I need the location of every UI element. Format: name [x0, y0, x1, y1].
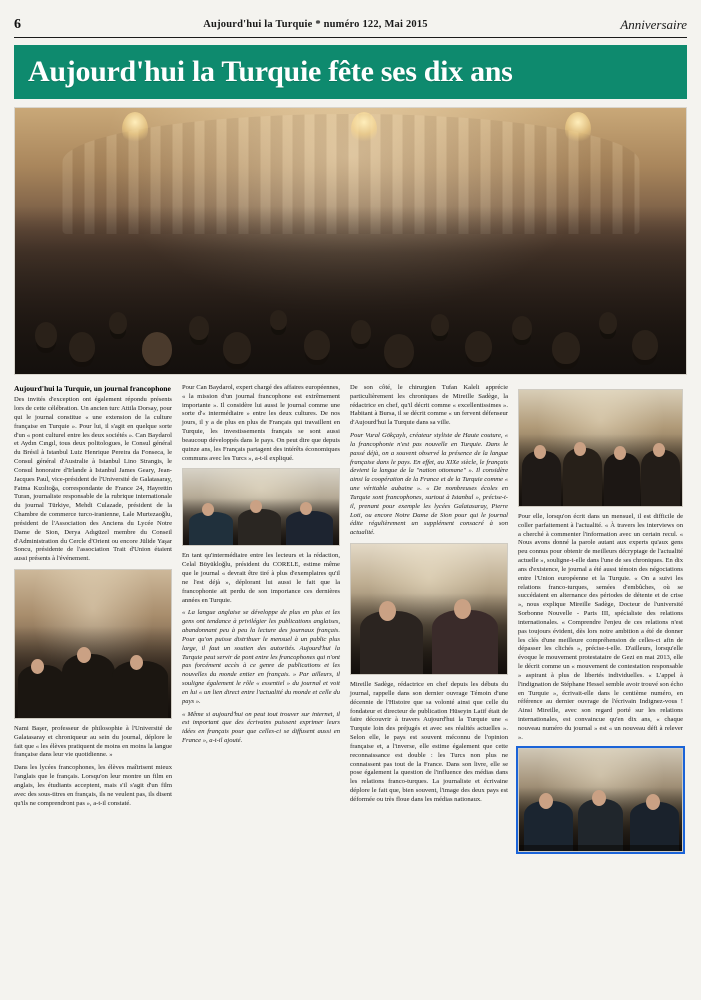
paragraph: En tant qu'intermédiaire entre les lecteurs et la rédaction, Celal Büyükloğlu, président du CORELE, estime même que le journal « devrait être tiré à plus d'exemplaires qu'il ne l'est déjà », déplorant lui aussi le fait que la francophonie ait perdu de son importance ces dernières années en Turquie.: [182, 552, 340, 604]
column-3: [350, 384, 508, 944]
photo-remise-trophee: [518, 389, 683, 507]
paragraph: Pour Vural Gökçaylı, créateur styliste de Haute couture, « la francophonie n'est pas nouvelle en Turquie. Dans le passé déjà, on a souvent observé la présence de la langue française dans le pays. En effet, au XIXe siècle, le français devient la langue de la "nation ottomane" ». Il considère ainsi la coopération de la France et de la Turquie comme « une véritable aubaine ». « De nombreuses écoles en Turquie sont francophones, surtout à Istanbul », précise-t-il, prenant pour exemple les lycées Galatasaray, Pierre Loti, ou encore Notre Dame de Sion pour qui le journal édite régulièrement un supplément consacré à son actualité.: [350, 432, 508, 537]
photo-subjects: [519, 787, 682, 850]
photo-invites-reception: [14, 569, 172, 719]
photo-subjects: [183, 498, 339, 545]
headline-banner: [14, 45, 687, 99]
photo-subjects: [15, 626, 171, 718]
chandelier-icon: [351, 112, 377, 146]
masthead: [14, 16, 687, 38]
paragraph: « Même si aujourd'hui on peut tout trouver sur internet, il est important que des écrivains puissent exprimer leurs idées en français pour que celles-ci se diffusent aussi en France », a-t-il ajouté.: [182, 710, 340, 745]
paragraph: Des invités d'exception ont également répondu présents lors de cette célébration. Un ancien turc Attila Dorsay, pour qui le journal constitue « une extension de la culture française en Turquie ». Pour lui, il s'agit en quelque sorte d'un « pont culturel entre les deux sociétés ». Can Baydarol et Aydın Cıngıl, tous deux politologues, le Consul général du Brésil à Istanbul Luiz Henrique Pereira da Fonseca, le Consul général d'Australie à Istanbul Lino Strangis, le Consul honoraire d'Irlande à Istanbul James Geary, Jean-Jacques Paul, vice-président de l'Université de Galatasaray, Fatma Kızıltoğa, correspondante de France 24, Hayrettin Turan, journaliste responsable de la rubrique internationale du journal Türkiye, Mehdi Culazade, président de la Chambre de commerce turco-iranienne, Lale Murtezaoğlu, président de l'Association des Anciens du Lycée Notre Dame de Sion, Derya Adıgüzel membre du Conseil d'Administration du Cercle d'Orient ou encore Jülide Yaşar Soncu, présidente de l'association Trait d'Union étaient aussi présents à l'événement.: [14, 396, 172, 563]
column-1: [14, 384, 172, 944]
section-title: Anniversaire: [620, 16, 687, 32]
photo-couple-invites: [350, 543, 508, 675]
page-number: 6: [14, 16, 21, 32]
photo-caption: Nami Başer, professeur de philosophie à l'Université de Galatasaray et chroniqueur au sein du journal, déplore le fait que « les élèves pratiquent de moins en moins la langue française dans leur vie quotidienne. »: [14, 724, 172, 759]
column-4: [518, 384, 683, 944]
article-subhead: Aujourd'hui la Turquie, un journal francophone: [14, 384, 171, 393]
paragraph: Pour elle, lorsqu'on écrit dans un mensuel, il est difficile de coller parfaitement à l'actualité. « À travers les interviews on a cherché à commenter l'information avec un certain recul. « Nous avons donné la parole autant aux experts qu'aux gens peu connus pour obtenir de meilleurs décryptage de l'actualité actuelle », souligne-t-elle dans l'une de ses chroniques. En dix ans d'existence, le journal a été aussi témoin des négociations entre l'Union européenne et la Turquie. « On a suivi les relations franco-turques, semées d'embûches, où se succédaient en alternance des périodes de détente et de crise », nous explique Mireille Sadège, Docteur de l'université Sorbonne Nouvelle - Paris III, spécialiste des relations internationales. « Comprendre l'enjeu de ces relations n'est pas toujours évident, dès lors notre ambition a été de donner les clés d'une meilleure compréhension de celles-ci afin de dépasser les clichés », précise-t-elle. D'ailleurs, lorsqu'elle évoque le mouvement protestataire de Gezi en mai 2013, elle le décrit comme un « mouvement de contestation responsable » aspirant à plus de libertés individuelles. « L'appel à l'indignation de Stéphane Hessel semble avoir trouvé son écho en Turquie », écrivait-elle dans le centième numéro, en référence au dernier ouvrage de l'écrivain Indignez-vous ! Ainsi Mireille, avec son regard porté sur les relations internationales, est convaincue qu'en dix ans, « chaque nouveau numéro du journal » est « un nouveau défi à relever ».: [518, 513, 683, 741]
page-title: Aujourd'hui la Turquie fête ses dix ans: [28, 55, 513, 88]
photo-trois-invites: [182, 468, 340, 546]
publication-info: Aujourd'hui la Turquie * numéro 122, Mai 2015: [203, 19, 428, 30]
paragraph: Dans les lycées francophones, les élèves maîtrisent mieux l'anglais que le français. Lorsqu'on leur montre un film en anglais, les étudiants acceptent, mais s'il s'agit d'un film avec des sous-titres en français, ils ne veulent pas, ils disent qu'ils ne comprendront pas », a-t-il constaté.: [14, 764, 172, 807]
crowd-silhouettes: [15, 206, 686, 374]
photo-subjects: [519, 434, 682, 506]
paragraph: Pour Can Baydarol, expert chargé des affaires européennes, « la mission d'un journal francophone est extrêmement importante ». Il considère lui aussi le journal comme une sorte d'« intermédiaire » entre les deux cultures. De nos jours, il y a de plus en plus de Français qui travaillent en Turquie, les investissements français se sont aussi beaucoup développés dans le pays. On peut dire que depuis quinze ans, les Français partagent des intérêts économiques communs avec les Turcs », a-t-il expliqué.: [182, 384, 340, 462]
photo-bottom-bar: [519, 845, 682, 851]
photo-groupe-hommes: [518, 748, 683, 852]
hero-photo: [14, 107, 687, 375]
photo-subjects: [351, 593, 507, 674]
paragraph: « La langue anglaise se développe de plus en plus et les gens ont tendance à privilégier les publications anglaises, abandonnant peu à peu la lecture des journaux français. Pour qu'on puisse distribuer le mensuel à un public plus large, il faut un soutien des autorités. Aujourd'hui la Turquie peut servir de pont entre les francophones qui n'ont pas forcément accès à ce genre de publications et les nouvelles du monde entier en français. » Par ailleurs, il souligne également le rôle « essentiel » du journal et voit en lui « un lien direct entre l'actualité du monde et celle du pays ».: [182, 609, 340, 705]
column-2: [182, 384, 340, 944]
paragraph: Mireille Sadège, rédactrice en chef depuis les débuts du journal, rappelle dans son dernier ouvrage Témoin d'une décennie de l'Histoire que sa volonté ainsi que celle du fondateur et directeur de publication Hüseyin Latif était de faire découvrir à travers Aujourd'hui la Turquie une « Turquie loin des préjugés et avec ses réalités actuelles ». Selon elle, le pays est souvent méconnu de l'opinion française et, a l'inverse, elle estime également que cette reconnaissance est double : les Turcs non plus ne connaissent pas tout de la France. Dans son livre, elle se pose également la question de l'influence des médias dans les relations franco-turques. La journaliste et écrivaine déplore le fait que, bien souvent, l'image des deux pays est déformée ou très floue dans les médias nationaux.: [350, 681, 508, 803]
article-columns: [14, 384, 687, 944]
paragraph: De son côté, le chirurgien Tufan Kaleli apprécie particulièrement les chroniques de Mireille Sadège, la rédactrice en chef, qu'il décrit comme « excellentissimes ». Habitant à Bursa, il se décrit comme « un fervent défenseur d'Aujourd'hui la Turquie dans sa ville.: [350, 384, 508, 427]
